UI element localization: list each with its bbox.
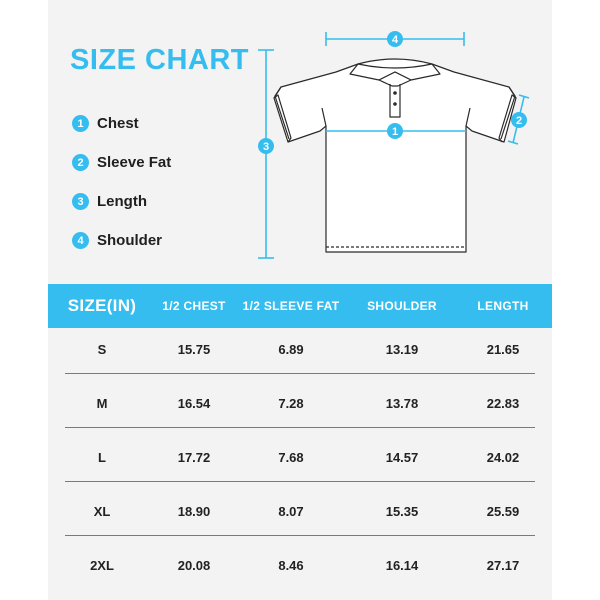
cell-length: 22.83 bbox=[486, 396, 520, 411]
cell-size: M bbox=[96, 396, 108, 411]
cell-size: S bbox=[97, 342, 107, 357]
cell-size: L bbox=[98, 450, 106, 465]
marker-length-icon bbox=[258, 138, 274, 154]
cell-length: 21.65 bbox=[486, 342, 520, 357]
legend-label: Length bbox=[97, 193, 147, 210]
marker-chest-icon bbox=[387, 123, 403, 139]
cell-half-chest: 15.75 bbox=[177, 342, 211, 357]
page-title: SIZE CHART bbox=[70, 44, 249, 76]
cell-length: 24.02 bbox=[486, 450, 520, 465]
number-badge-icon: 1 bbox=[72, 115, 89, 132]
table-row bbox=[48, 544, 552, 598]
cell-half-sleeve-fat: 7.28 bbox=[278, 396, 304, 411]
table-row bbox=[48, 436, 552, 490]
cell-length: 25.59 bbox=[486, 504, 520, 519]
header-shoulder: SHOULDER bbox=[367, 299, 437, 313]
table-row bbox=[48, 490, 552, 544]
cell-shoulder: 13.78 bbox=[385, 396, 419, 411]
header-length: LENGTH bbox=[477, 299, 529, 313]
svg-text:4: 4 bbox=[391, 34, 399, 46]
header-size: SIZE(IN) bbox=[67, 296, 137, 315]
marker-sleeve-icon bbox=[511, 112, 527, 128]
table-row bbox=[48, 382, 552, 436]
cell-shoulder: 16.14 bbox=[385, 558, 419, 573]
svg-text:3: 3 bbox=[262, 141, 270, 153]
cell-half-sleeve-fat: 7.68 bbox=[278, 450, 304, 465]
cell-half-sleeve-fat: 6.89 bbox=[278, 342, 304, 357]
legend-label: Shoulder bbox=[97, 232, 163, 249]
svg-text:2: 2 bbox=[515, 115, 523, 127]
size-table-header bbox=[48, 284, 552, 328]
polo-shirt-diagram bbox=[0, 0, 600, 284]
cell-size: XL bbox=[93, 504, 111, 519]
cell-shoulder: 15.35 bbox=[385, 504, 419, 519]
svg-text:1: 1 bbox=[391, 126, 399, 138]
size-table-body bbox=[48, 328, 552, 598]
cell-half-chest: 20.08 bbox=[177, 558, 211, 573]
legend-label: Sleeve Fat bbox=[97, 154, 172, 171]
cell-half-chest: 18.90 bbox=[177, 504, 211, 519]
cell-half-sleeve-fat: 8.46 bbox=[278, 558, 304, 573]
cell-size: 2XL bbox=[90, 558, 114, 573]
polo-shirt-icon bbox=[274, 59, 516, 252]
header-half-chest: 1/2 CHEST bbox=[162, 299, 226, 313]
cell-shoulder: 14.57 bbox=[385, 450, 419, 465]
cell-shoulder: 13.19 bbox=[385, 342, 419, 357]
table-row bbox=[48, 328, 552, 382]
number-badge-icon: 2 bbox=[72, 154, 89, 171]
cell-half-chest: 17.72 bbox=[177, 450, 211, 465]
cell-length: 27.17 bbox=[486, 558, 520, 573]
marker-shoulder-icon bbox=[387, 31, 403, 47]
number-badge-icon: 4 bbox=[72, 232, 89, 249]
cell-half-chest: 16.54 bbox=[177, 396, 211, 411]
number-badge-icon: 3 bbox=[72, 193, 89, 210]
header-half-sleeve-fat: 1/2 SLEEVE FAT bbox=[242, 299, 340, 313]
cell-half-sleeve-fat: 8.07 bbox=[278, 504, 304, 519]
legend-label: Chest bbox=[97, 115, 139, 132]
